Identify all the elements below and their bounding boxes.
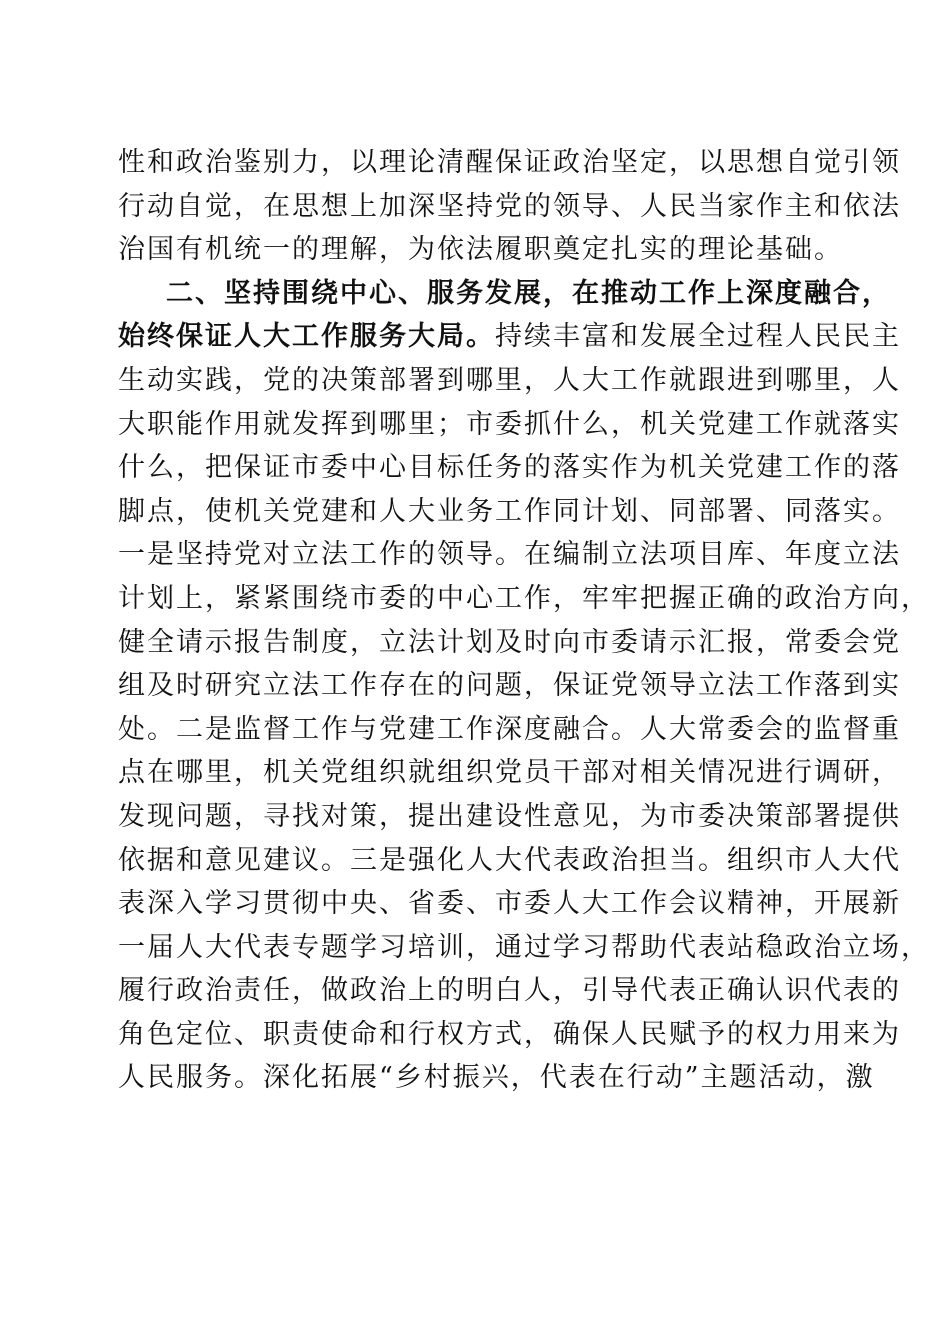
text-line: 一是坚持党对立法工作的领导。在编制立法项目库、年度立法	[118, 539, 901, 571]
text-line: 表深入学习贯彻中央、省委、市委人大工作会议精神，开展新	[118, 888, 901, 920]
text-line: 治国有机统一的理解，为依法履职奠定扎实的理论基础。	[118, 234, 843, 266]
text-line: 性和政治鉴别力，以理论清醒保证政治坚定，以思想自觉引领	[118, 147, 901, 178]
text-line: 脚点，使机关党建和人大业务工作同计划、同部署、同落实。	[118, 495, 901, 527]
text-line: 依据和意见建议。三是强化人大代表政治担当。组织市人大代	[118, 844, 901, 876]
text-line: 点在哪里，机关党组织就组织党员干部对相关情况进行调研，	[118, 757, 901, 789]
text-line: 生动实践，党的决策部署到哪里，人大工作就跟进到哪里，人	[118, 364, 901, 396]
section-two-heading-tail: 始终保证人大工作服务大局。	[118, 321, 495, 353]
text-line: 角色定位、职责使命和行权方式，确保人民赋予的权力用来为	[118, 1018, 901, 1050]
text-line: 健全请示报告制度，立法计划及时向市委请示汇报，常委会党	[118, 626, 901, 658]
text-line: 计划上，紧紧围绕市委的中心工作，牢牢把握正确的政治方向，	[118, 582, 930, 614]
section-two-heading-line2	[118, 315, 901, 359]
section-two-heading: 二、坚持围绕中心、服务发展，在推动工作上深度融合，	[166, 277, 891, 309]
text-line: 一届人大代表专题学习培训，通过学习帮助代表站稳政治立场，	[118, 931, 930, 963]
text-line: 发现问题，寻找对策，提出建设性意见，为市委决策部署提供	[118, 800, 901, 832]
document-body	[118, 141, 930, 1100]
text-line: 组及时研究立法工作存在的问题，保证党领导立法工作落到实	[118, 670, 901, 702]
text-line: 大职能作用就发挥到哪里；市委抓什么，机关党建工作就落实	[118, 408, 901, 440]
text-line: 什么，把保证市委中心目标任务的落实作为机关党建工作的落	[118, 452, 901, 484]
section-two-body-start: 持续丰富和发展全过程人民民主	[495, 321, 901, 353]
text-line: 人民服务。深化拓展“乡村振兴，代表在行动”主题活动，激	[118, 1062, 875, 1094]
text-line: 行动自觉，在思想上加深坚持党的领导、人民当家作主和依法	[118, 190, 901, 222]
text-line: 处。二是监督工作与党建工作深度融合。人大常委会的监督重	[118, 713, 901, 745]
text-line: 履行政治责任，做政治上的明白人，引导代表正确认识代表的	[118, 975, 901, 1007]
